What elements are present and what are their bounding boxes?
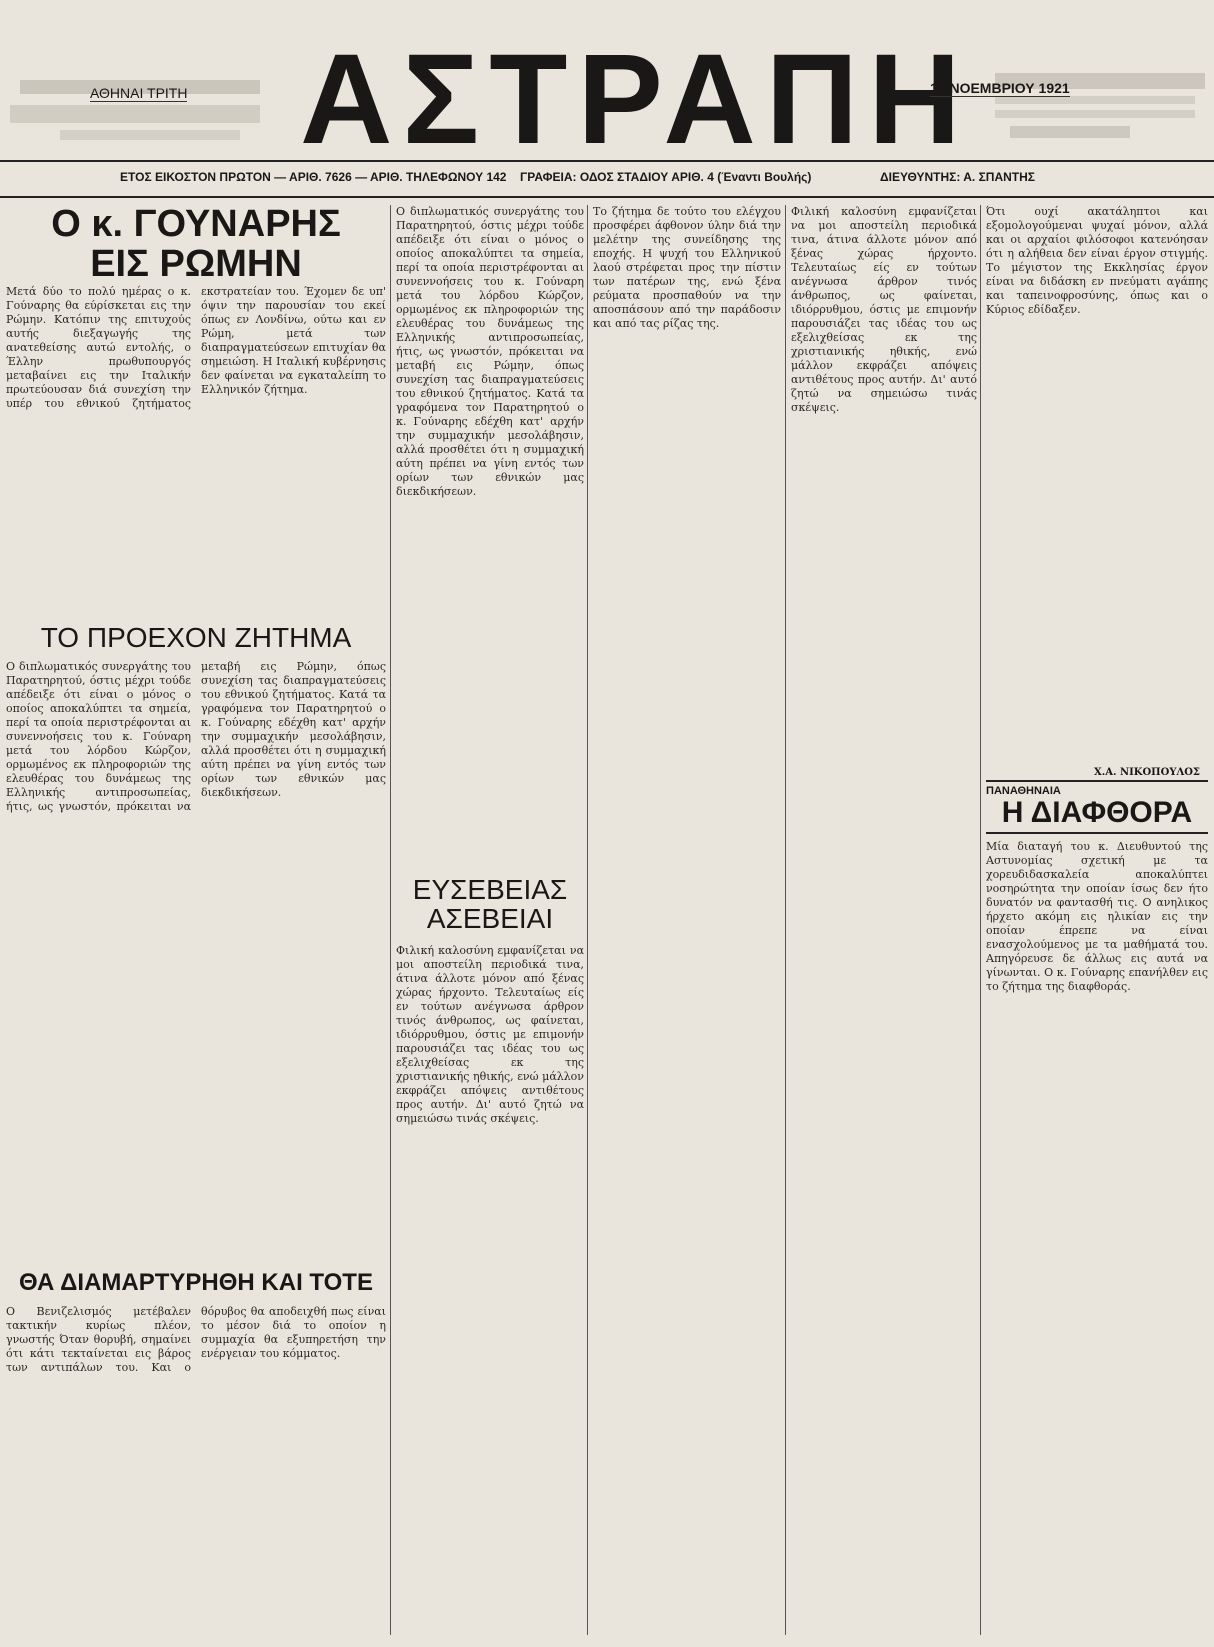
- column-rule: [390, 205, 391, 1635]
- headline-proechon: ΤΟ ΠΡΟΕΧΟΝ ΖΗΤΗΜΑ: [40, 621, 352, 653]
- column-three: [396, 205, 584, 1635]
- article-protest-body: Ο Βενιζελισμός μετέβαλεν τακτικήν κυρίως πλέον, γνωστής Όταν θορυβή, σημαίνει ότι κάτι τεκταίνεται εις βάρος των αντιπάλων του. Και ο θόρυβος θα αποδειχθή πως είναι το μέσον διά το οποίον η συμμαχία θα εξυπηρετήση την ενέργειαν του κόμματος.: [6, 1305, 386, 1375]
- right-article-body: Ότι ουχί ακατάληπτοι και εξομολογούμεναι ψυχαί μόνον, αλλά και οι αρχαίοι φιλόσοφοι κατενόησαν ότι η αλήθεια δεν είναι έργον στιγμής. Το μέγιστον της Εκκλησίας έργον είναι να διδάσκη εν πνεύματι αγάπης και ταπεινοφροσύνης, όπως και ο Κύριος εδίδαξεν.: [986, 205, 1208, 316]
- column-five: [791, 205, 977, 1635]
- editor-info: ΔΙΕΥΘΥΝΤΗΣ: Α. ΣΠΑΝΤΗΣ: [880, 170, 1035, 184]
- column-rule: [587, 205, 588, 1635]
- info-bar: [0, 160, 1214, 198]
- middle-article-body: Το ζήτημα δε τούτο του ελέγχου προσφέρει άφθονον ύλην διά την μελέτην της συνείδησης της εποχής. Η ψυχή του Ελληνικού λαού στρέφεται προς την πίστιν των πατέρων της, ενώ ξένα ρεύματα προσπαθούν να την αποσπάσουν από την παράδοσιν και από τας ρίζας της.: [593, 205, 781, 330]
- column-five-body: Φιλική καλοσύνη εμφανίζεται να μοι αποστείλη περιοδικά τινα, άτινα άλλοτε μόνον από ξένας χώρας ήρχοντο. Τελευταίως είς εν τούτων ανέγνωσα άρθρον τινός άνθρωπος, ως φαίνεται, ιδιόρρυθμου, όστις με επιμονήν παρουσιάζει τας ιδέας του ως εξελιχθείσας εκ της χριστιανικής ηθικής, ενώ μάλλον εκφράζει απόψεις αντιθέτους προς αυτήν. Δι' αυτό ζητώ να σημειώσω τινάς σκέψεις.: [791, 205, 977, 414]
- article-signature: Χ.Α. ΝΙΚΟΠΟΥΛΟΣ: [1093, 767, 1200, 778]
- article-proechon-body: Ο διπλωματικός συνεργάτης του Παρατηρητού, όστις μέχρι τούδε απέδειξε ότι είναι ο μόνος ο οποίος αποκαλύπτει τα σημεία, περί τα οποία περιστρέφονται αι συνεννοήσεις του κ. Γούναρη μετά του λόρδου Κώρζον, ορμωμένος εκ πληροφοριών της ελευθέρας του δυνάμεως της Ελληνικής αντιπροσωπείας, ήτις, ως γνωστόν, πρόκειται να μεταβή εις Ρώμην, όπως συνεχίση τας διαπραγματεύσεις του εθνικού ζητήματος. Κατά τα γραφόμενα τον Παρατηρητού ο κ. Γούναρης εδέχθη κατ' αρχήν την συμμαχικήν μεσολάβησιν, αλλά προσθέτει ότι η συμμαχική αύτη πρέπει να γίνη εντός των ορίων των εθνικών μας διεκδικήσεων.: [6, 660, 386, 814]
- column-six: [986, 205, 1208, 1635]
- newspaper-title: ΑΣΤΡΑΠΗ: [300, 28, 971, 171]
- date-left: ΑΘΗΝΑΙ ΤΡΙΤΗ: [90, 85, 188, 101]
- issue-info: ΕΤΟΣ ΕΙΚΟΣΤΟΝ ΠΡΩΤΟΝ — ΑΡΙΘ. 7626 — ΑΡΙΘ. ΤΗΛΕΦΩΝΟΥ 142: [120, 170, 507, 184]
- section-kicker: ΠΑΝΑΘΗΝΑΙΑ: [986, 785, 1061, 797]
- article-gounaris-body: Μετά δύο το πολύ ημέρας ο κ. Γούναρης θα εύρίσκεται εις την Ρώμην. Κατόπιν της επιτυχούς αυτής διεξαγωγής της ανατεθείσης αυτώ εντολής, ο Έλλην πρωθυπουργός μεταβαίνει εις την Ιταλικήν πρωτεύουσαν διά συνεχίση την υπέρ του εθνικού ζητήματος εκστρατείαν του. Έχομεν δε υπ' όψιν την παρουσίαν του εκεί όπως εν Λονδίνω, ούτω και εν Ρώμη, μετά των διαπραγματεύσεων επιτυχίαν θα σημειώση. Η Ιταλική κυβέρνησις δεν φαίνεται να εγκαταλείπη το Ελληνικόν ζήτημα.: [6, 284, 386, 410]
- office-address: ΓΡΑΦΕΙΑ: ΟΔΟΣ ΣΤΑΔΙΟΥ ΑΡΙΘ. 4 (Έναντι Βουλής): [520, 170, 812, 184]
- date-right: 16 ΝΟΕΜΒΡΙΟΥ 1921: [930, 80, 1070, 96]
- column-four: [593, 205, 781, 1635]
- headline-eusebeias: ΕΥΣΕΒΕΙΑΣ ΑΣΕΒΕΙΑΙ: [412, 874, 568, 935]
- bleed-through-left: [0, 60, 270, 150]
- column-rule: [785, 205, 786, 1635]
- column-rule: [980, 205, 981, 1635]
- headline-protest: ΘΑ ΔΙΑΜΑΡΤΥΡΗΘΗ ΚΑΙ ΤΟΤΕ: [19, 1269, 373, 1297]
- headline-gounaris: Ο κ. ΓΟΥΝΑΡΗΣ ΕΙΣ ΡΩΜΗΝ: [51, 205, 341, 285]
- article-diafthora-body: Μία διαταγή του κ. Διευθυντού της Αστυνομίας σχετική με τα χορευδιδασκαλεία αποκαλύπτει νοσηρώτητα την οποίαν ίσως δεν ήτο δυνατόν να φαντασθή τις. Ο ανηλικος ήρχετο ακόμη εις ηλικίαν εις την οποίαν έπρεπε να είναι ενασχολούμενος με τα μαθήματά του. Απηγόρευσε δε άλλως εις αυτά να γίνωνται. Ο κ. Γούναρης επανήλθεν εις το ζήτημα της διαφθοράς.: [986, 839, 1208, 993]
- diafthora-header: [986, 780, 1208, 834]
- article-eusebeias-body: Φιλική καλοσύνη εμφανίζεται να μοι αποστείλη περιοδικά τινα, άτινα άλλοτε μόνον από ξένας χώρας ήρχοντο. Τελευταίως είς εν τούτων ανέγνωσα άρθρον τινός άνθρωπος, ως φαίνεται, ιδιόρρυθμου, όστις με επιμονήν παρουσιάζει τας ιδέας του ως εξελιχθείσας εκ της χριστιανικής ηθικής, ενώ μάλλον εκφράζει απόψεις αντιθέτους προς αυτήν. Δι' αυτό ζητώ να σημειώσω τινάς σκέψεις.: [396, 943, 584, 1125]
- masthead: [0, 0, 1214, 200]
- left-block: [6, 205, 386, 1635]
- continuation-text: Ο διπλωματικός συνεργάτης του Παρατηρητού, όστις μέχρι τούδε απέδειξε ότι είναι ο μόνος ο οποίος αποκαλύπτει τα σημεία, περί τα οποία περιστρέφονται αι συνεννοήσεις του κ. Γούναρη μετά του λόρδου Κώρζον, ορμωμένος εκ πληροφοριών της ελευθέρας του δυνάμεως της Ελληνικής αντιπροσωπείας, ήτις, ως γνωστόν, πρόκειται να μεταβή εις Ρώμην, όπως συνεχίση τας διαπραγματεύσεις του εθνικού ζητήματος. Κατά τα γραφόμενα τον Παρατηρητού ο κ. Γούναρης εδέχθη κατ' αρχήν την συμμαχικήν μεσολάβησιν, αλλά προσθέτει ότι η συμμαχική αύτη πρέπει να γίνη εντός των ορίων των εθνικών μας διεκδικήσεων.: [396, 205, 584, 498]
- headline-diafthora: Η ΔΙΑΦΘΟΡΑ: [1001, 796, 1193, 829]
